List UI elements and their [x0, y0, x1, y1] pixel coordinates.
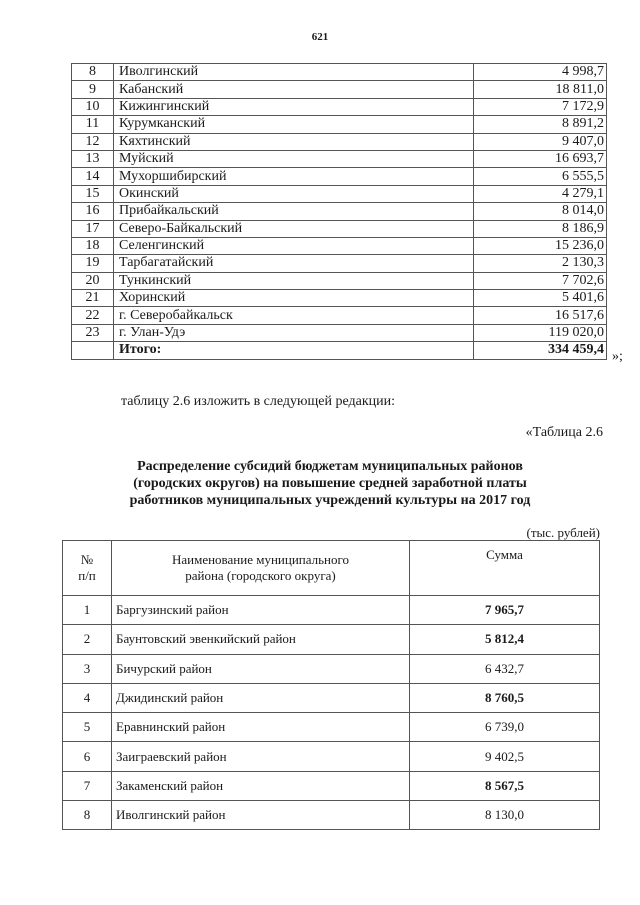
- row-value: 119 020,0: [474, 324, 607, 341]
- row-name: Мухоршибирский: [114, 168, 474, 185]
- table-row: [72, 324, 607, 341]
- row-num: 8: [72, 64, 114, 81]
- row-num: 2: [63, 625, 112, 654]
- row-name: Иволгинский: [114, 64, 474, 81]
- row-value: 5 812,4: [410, 625, 600, 654]
- table-row: [63, 801, 600, 830]
- table-row: [72, 203, 607, 220]
- row-value: 8 760,5: [410, 683, 600, 712]
- subsidy-table: [62, 540, 600, 830]
- row-name: Джидинский район: [112, 683, 410, 712]
- row-num: 5: [63, 713, 112, 742]
- header-sum: Сумма: [410, 541, 600, 596]
- row-num: 23: [72, 324, 114, 341]
- row-name: Тункинский: [114, 272, 474, 289]
- row-num: 6: [63, 742, 112, 771]
- row-name: Кижингинский: [114, 98, 474, 115]
- total-label: Итого:: [114, 342, 474, 359]
- row-name: г. Северобайкальск: [114, 307, 474, 324]
- page-number: 621: [311, 31, 329, 43]
- table-row: [63, 771, 600, 800]
- header-name: Наименование муниципального района (городского округа): [112, 541, 410, 596]
- row-name: Закаменский район: [112, 771, 410, 800]
- table-row: [63, 625, 600, 654]
- row-value: 4 279,1: [474, 185, 607, 202]
- row-value: 6 432,7: [410, 654, 600, 683]
- table-row: [72, 81, 607, 98]
- table-title: [60, 458, 600, 509]
- title-line: (городских округов) на повышение средней заработной платы: [133, 476, 527, 491]
- table-row: [72, 133, 607, 150]
- row-num: 10: [72, 98, 114, 115]
- row-num: 1: [63, 596, 112, 625]
- row-name: Селенгинский: [114, 237, 474, 254]
- row-name: Бичурский район: [112, 654, 410, 683]
- title-line: работников муниципальных учреждений культуры на 2017 год: [129, 493, 531, 508]
- closing-quote: »;: [612, 349, 623, 364]
- row-num: 12: [72, 133, 114, 150]
- row-name: Иволгинский район: [112, 801, 410, 830]
- table-row: [72, 220, 607, 237]
- title-line: Распределение субсидий бюджетам муниципальных районов: [137, 459, 523, 474]
- row-value: 6 739,0: [410, 713, 600, 742]
- table-reference: «Таблица 2.6: [525, 425, 603, 440]
- row-value: 4 998,7: [474, 64, 607, 81]
- table-row: [72, 168, 607, 185]
- row-name: Заиграевский район: [112, 742, 410, 771]
- row-name: Муйский: [114, 150, 474, 167]
- row-value: 8 130,0: [410, 801, 600, 830]
- row-name: г. Улан-Удэ: [114, 324, 474, 341]
- row-num: 19: [72, 255, 114, 272]
- row-num: 7: [63, 771, 112, 800]
- row-num: 3: [63, 654, 112, 683]
- table-row: [63, 654, 600, 683]
- row-name: Тарбагатайский: [114, 255, 474, 272]
- row-value: 9 402,5: [410, 742, 600, 771]
- row-value: 7 965,7: [410, 596, 600, 625]
- table-row: [72, 150, 607, 167]
- row-num: 18: [72, 237, 114, 254]
- table-row: [72, 272, 607, 289]
- row-name: Баунтовский эвенкийский район: [112, 625, 410, 654]
- table-row: [72, 64, 607, 81]
- row-num: 14: [72, 168, 114, 185]
- table-row: [72, 116, 607, 133]
- row-num: 17: [72, 220, 114, 237]
- row-value: 8 891,2: [474, 116, 607, 133]
- row-name: Еравнинский район: [112, 713, 410, 742]
- header-num: № п/п: [63, 541, 112, 596]
- table-row: [72, 185, 607, 202]
- row-num: 15: [72, 185, 114, 202]
- table-row: [63, 683, 600, 712]
- row-value: 9 407,0: [474, 133, 607, 150]
- row-value: 7 172,9: [474, 98, 607, 115]
- row-value: 8 567,5: [410, 771, 600, 800]
- row-num: 13: [72, 150, 114, 167]
- row-name: Хоринский: [114, 290, 474, 307]
- total-value: 334 459,4: [474, 342, 607, 359]
- table-header-row: [63, 541, 600, 596]
- row-value: 7 702,6: [474, 272, 607, 289]
- row-num: 4: [63, 683, 112, 712]
- table-row: [72, 290, 607, 307]
- row-value: 8 014,0: [474, 203, 607, 220]
- table-row: [72, 98, 607, 115]
- row-num: 11: [72, 116, 114, 133]
- row-value: 15 236,0: [474, 237, 607, 254]
- row-name: Прибайкальский: [114, 203, 474, 220]
- row-name: Окинский: [114, 185, 474, 202]
- row-value: 2 130,3: [474, 255, 607, 272]
- row-name: Баргузинский район: [112, 596, 410, 625]
- table-row: [63, 713, 600, 742]
- row-num: 9: [72, 81, 114, 98]
- row-value: 6 555,5: [474, 168, 607, 185]
- table-row: [63, 742, 600, 771]
- total-num: [72, 342, 114, 359]
- row-num: 21: [72, 290, 114, 307]
- instruction-paragraph: таблицу 2.6 изложить в следующей редакции:: [121, 394, 396, 409]
- row-value: 5 401,6: [474, 290, 607, 307]
- total-row: [72, 342, 607, 359]
- row-num: 16: [72, 203, 114, 220]
- row-value: 16 693,7: [474, 150, 607, 167]
- row-value: 16 517,6: [474, 307, 607, 324]
- row-num: 8: [63, 801, 112, 830]
- table-row: [72, 237, 607, 254]
- row-name: Северо-Байкальский: [114, 220, 474, 237]
- row-value: 18 811,0: [474, 81, 607, 98]
- table-row: [63, 596, 600, 625]
- row-name: Курумканский: [114, 116, 474, 133]
- row-num: 20: [72, 272, 114, 289]
- row-value: 8 186,9: [474, 220, 607, 237]
- table-row: [72, 255, 607, 272]
- row-name: Кяхтинский: [114, 133, 474, 150]
- table-row: [72, 307, 607, 324]
- previous-table: [71, 63, 607, 360]
- row-num: 22: [72, 307, 114, 324]
- units-label: (тыс. рублей): [526, 525, 600, 540]
- row-name: Кабанский: [114, 81, 474, 98]
